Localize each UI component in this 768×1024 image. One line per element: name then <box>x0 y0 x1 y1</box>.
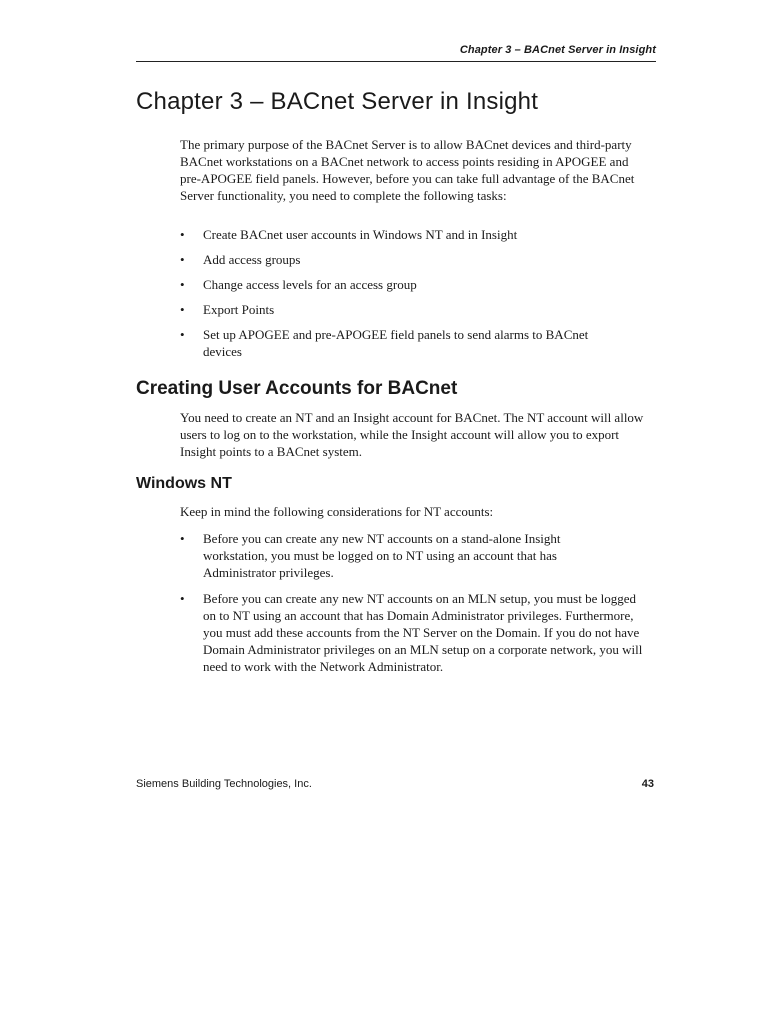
nt-considerations-list <box>180 530 650 675</box>
header-rule <box>136 61 656 62</box>
task-list-item <box>180 326 650 360</box>
consideration-list-item <box>180 590 650 675</box>
task-text: Add access groups <box>203 252 301 267</box>
bullet-icon: • <box>180 302 185 317</box>
running-header: Chapter 3 – BACnet Server in Insight <box>459 44 656 56</box>
task-text: Set up APOGEE and pre-APOGEE field panels to send alarms to BACnet devices <box>203 327 589 359</box>
section-heading-user-accounts: Creating User Accounts for BACnet <box>136 378 458 399</box>
bullet-icon: • <box>180 591 185 606</box>
bullet-icon: • <box>180 327 185 342</box>
consideration-list-item <box>180 530 650 581</box>
bullet-icon: • <box>180 531 185 546</box>
task-text: Create BACnet user accounts in Windows NT and in Insight <box>203 227 518 242</box>
task-list-item <box>180 276 650 293</box>
task-text: Export Points <box>203 302 275 317</box>
bullet-icon: • <box>180 227 185 242</box>
subsection-heading-windows-nt: Windows NT <box>136 475 232 492</box>
page-number: 43 <box>641 778 654 790</box>
footer-company: Siemens Building Technologies, Inc. <box>136 778 312 790</box>
consideration-text: Before you can create any new NT accounts on an MLN setup, you must be logged on to NT using an account that has Domain Administrator privileges. Furthermore, you must add these accounts from the NT Server on the Domain. If you do not have Domain Administrator privileges on an MLN setup on a corporate network, you will need to work with the Network Administrator. <box>203 591 643 674</box>
task-list-item <box>180 226 650 243</box>
bullet-icon: • <box>180 252 185 267</box>
bullet-icon: • <box>180 277 185 292</box>
chapter-title: Chapter 3 – BACnet Server in Insight <box>136 88 539 115</box>
windows-nt-intro: Keep in mind the following considerations for NT accounts: <box>180 504 494 519</box>
task-list <box>180 226 650 360</box>
task-list-item <box>180 301 650 318</box>
chapter-intro-paragraph: The primary purpose of the BACnet Server is to allow BACnet devices and third-party BACnet workstations on a BACnet network to access points residing in APOGEE and pre-APOGEE field panels. However, before you can take full advantage of the BACnet Server functionality, you need to complete the following tasks: <box>180 137 635 203</box>
task-text: Change access levels for an access group <box>203 277 417 292</box>
task-list-item <box>180 251 650 268</box>
user-accounts-paragraph: You need to create an NT and an Insight account for BACnet. The NT account will allow users to log on to the workstation, while the Insight account will allow you to export Insight points to a BACnet system. <box>180 410 644 459</box>
consideration-text: Before you can create any new NT accounts on a stand-alone Insight workstation, you must be logged on to NT using an account that has Administrator privileges. <box>203 531 561 580</box>
